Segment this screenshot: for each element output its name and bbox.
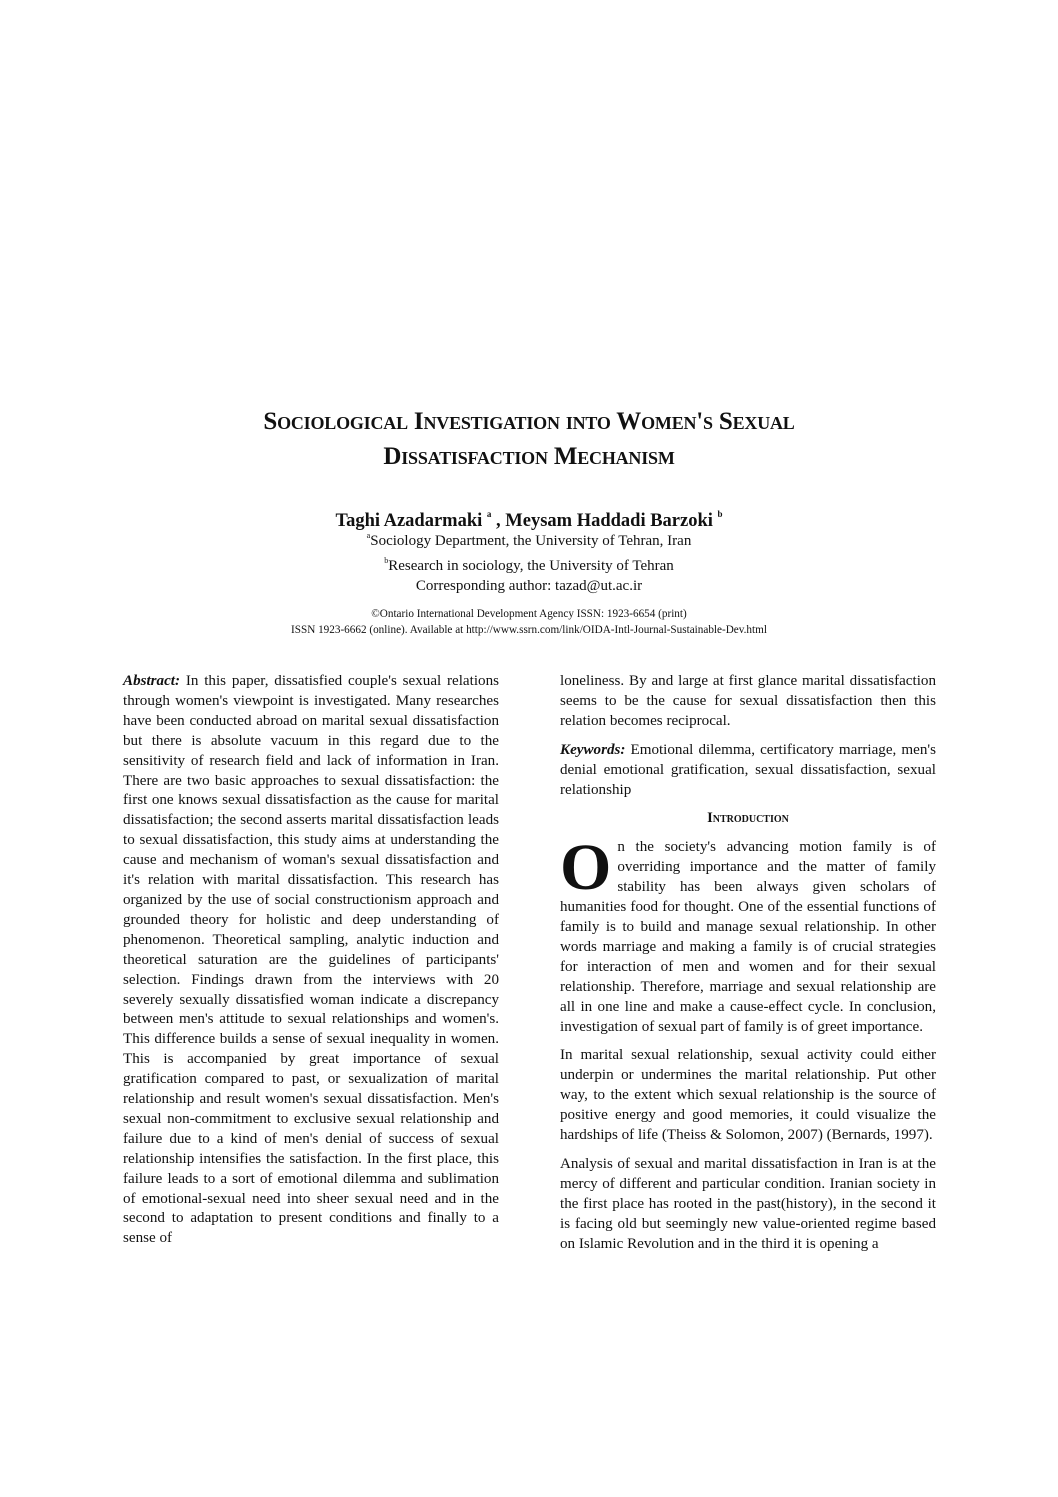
author-mark: b [717, 509, 723, 519]
keywords [560, 741, 936, 801]
paper-title [0, 404, 1058, 474]
title-line-2: Dissatisfaction Mechanism [383, 443, 675, 470]
copyright-line-2: ISSN 1923-6662 (online). Available at http://www.ssrn.com/link/OIDA-Intl-Journal-Sustainable-Dev.html [291, 624, 767, 636]
abstract-text: In this paper, dissatisfied couple's sexual relations through women's viewpoint is investigated. Many researches have been conducted abroad on marital sexual dissatisfaction but there is absolute vacuum in this regard due to the sensitivity of research field and lack of information in Iran. There are two basic approaches to sexual dissatisfaction: the first one knows sexual dissatisfaction as the cause for marital dissatisfaction; the second asserts marital dissatisfaction leads to sexual dissatisfaction, this study aims at understanding the cause and mechanism of woman's sexual dissatisfaction and it's relation with marital dissatisfaction. This research has organized by the use of social constructionism approach and grounded theory for holistic and deep understanding of phenomenon. Theoretical sampling, analytic induction and theoretical saturation are the guidelines of participants' selection. Findings drawn from the interviews with 20 severely sexually dissatisfied woman indicate a discrepancy between men's attitude to sexual relationships and women's. This difference builds a sense of sexual inequality in women. This is accompanied by great importance of sexual gratification compared to past, or sexualization of marital relationship and result women's sexual dissatisfaction. Men's sexual non-commitment to exclusive sexual relationship and failure due to a kind of men's denial of success of sexual relationship intensifies the satisfaction. In the first place, this failure leads to a sort of emotional dilemma and sublimation of emotional-sexual need into sheer sexual need and in the second to adaptation to present conditions and finally to a sense of [123, 673, 499, 1247]
intro-paragraph-1-text: n the society's advancing motion family is of overriding importance and the matter of family stability has been always given scholars of humanities food for thought. One of the essential functions of family is to build and manage sexual relationship. In other words marriage and making a family is of crucial strategies for interaction of men and women and for their sexual relationship. Therefore, marriage and sexual relationship are all in one line and make a cause-effect cycle. In conclusion, investigation of sexual part of family is of greet importance. [560, 839, 936, 1035]
abstract [123, 672, 499, 1249]
affiliations [0, 526, 1058, 596]
intro-paragraph-1 [560, 831, 936, 1037]
abstract-continuation: loneliness. By and large at first glance marital dissatisfaction seems to be the cause for sexual dissatisfaction then this relation becomes reciprocal. [560, 673, 936, 729]
left-column [123, 672, 499, 1249]
abstract-label: Abstract: [123, 673, 181, 689]
author-name: Meysam Haddadi Barzoki [505, 511, 713, 531]
intro-paragraph-3: Analysis of sexual and marital dissatisfaction in Iran is at the mercy of different and particular condition. Iranian society in the first place has rooted in the past(history), in the second it is facing old but seemingly new value-oriented regime based on Islamic Revolution and in the third it is opening a [560, 1155, 936, 1252]
author-name: Taghi Azadarmaki [335, 511, 483, 531]
drop-cap: O [560, 831, 612, 905]
affiliation [0, 526, 1058, 551]
intro-paragraph-2: In marital sexual relationship, sexual activity could either underpin or undermines the marital relationship. Put other way, to the extent which sexual relationship is the source of positive energy and good memories, it could visualize the hardships of life (Theiss & Solomon, 2007) (Bernards, 1997). [560, 1047, 936, 1144]
title-line-1: Sociological Investigation into Women's Sexual [263, 408, 795, 435]
author-separator: , [491, 511, 506, 531]
right-column [560, 672, 936, 1254]
affiliation-mark: a [366, 531, 371, 540]
author-mark: a [486, 509, 492, 519]
corresponding-author: Corresponding author: tazad@ut.ac.ir [415, 578, 643, 594]
affiliation-text: Research in sociology, the University of Tehran [388, 558, 674, 574]
affiliation-text: Sociology Department, the University of Tehran, Iran [370, 533, 692, 549]
introduction-heading: Introduction [707, 810, 789, 827]
copyright-line-1: ©Ontario International Development Agency ISSN: 1923-6654 (print) [371, 608, 687, 620]
keywords-label: Keywords: [560, 741, 626, 758]
keywords-text: Emotional dilemma, certificatory marriage, men's denial emotional gratification, sexual dissatisfaction, sexual relationship [560, 741, 936, 798]
affiliation [0, 551, 1058, 576]
affiliation-mark: b [384, 556, 389, 565]
copyright-notice [0, 606, 1058, 638]
